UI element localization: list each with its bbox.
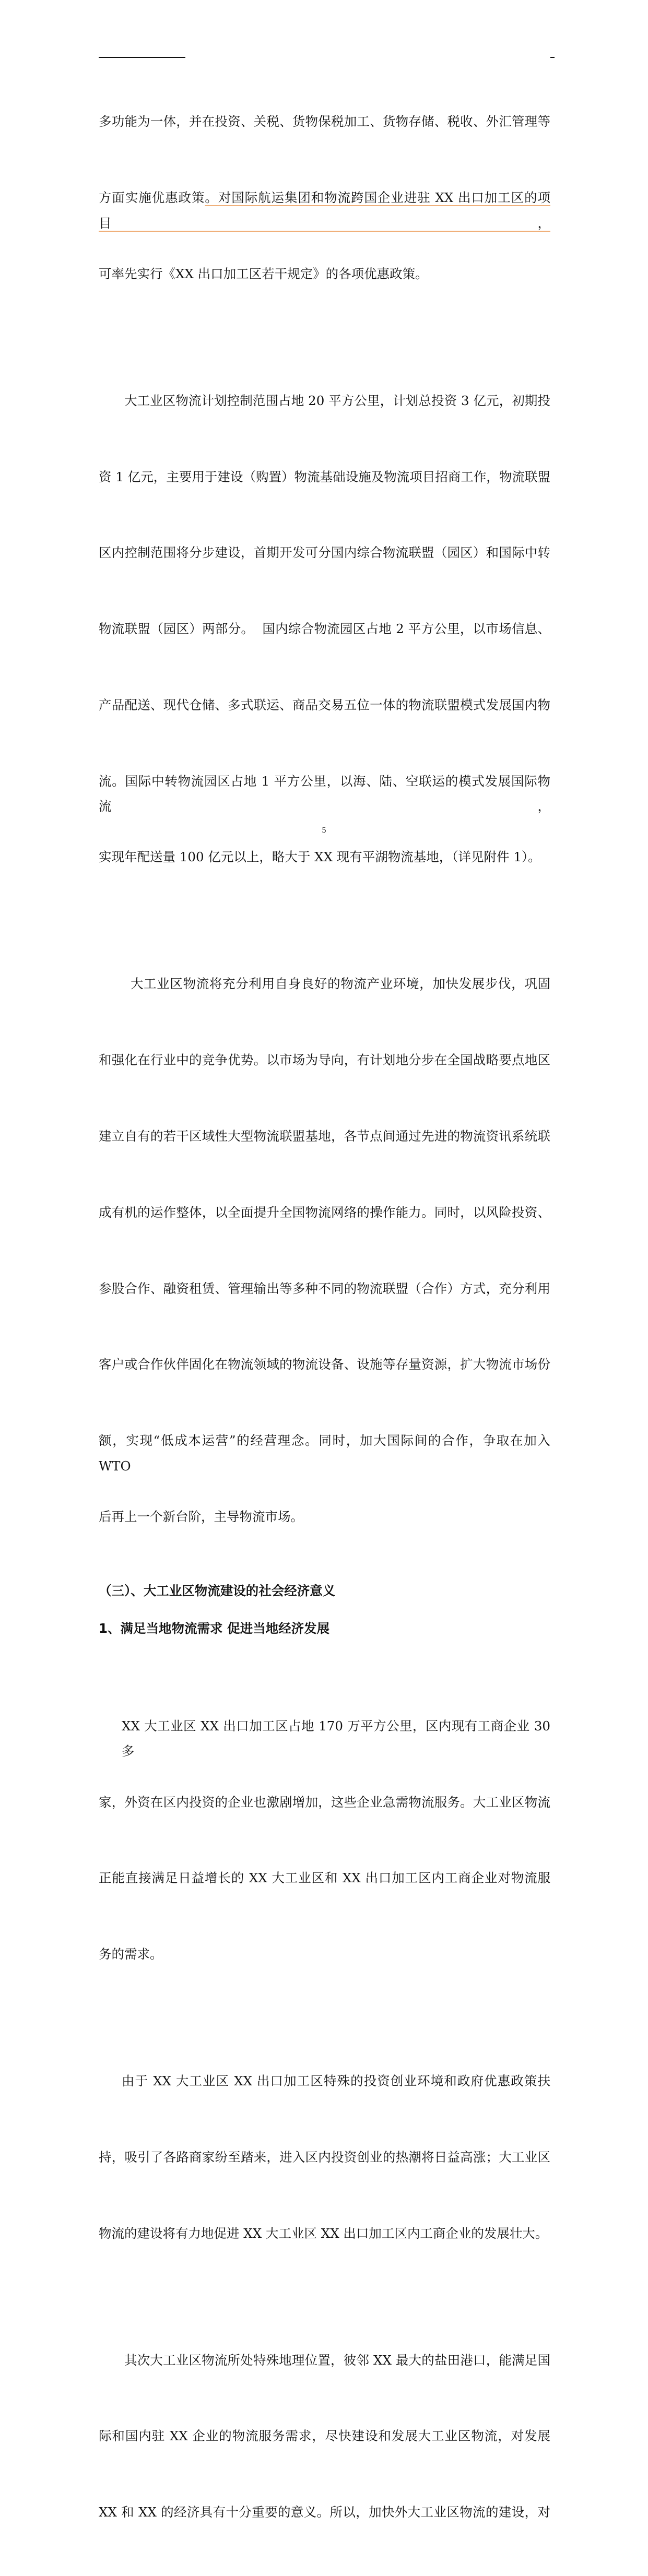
text-line: 实现年配送量 100 亿元以上，略大于 XX 现有平湖物流基地，（详见附件 1）。 [99,849,541,865]
text-line: 多功能为一体，并在投资、关税、货物保税加工、货物存储、税收、外汇管理等 [99,114,550,129]
text-line: 建立自有的若干区域性大型物流联盟基地，各节点间通过先进的物流资讯系统联 [99,1128,550,1144]
text-line-highlighted [99,185,550,231]
text-line: 大工业区物流将充分利用自身良好的物流产业环境，加快发展步伐，巩固 [131,976,550,992]
text-line: 流。国际中转物流园区占地 1 平方公里，以海、陆、空联运的模式发展国际物流， [99,773,550,814]
paragraph-continuation [99,58,550,338]
text-line: 参股合作、融资租赁、管理输出等多种不同的物流联盟（合作）方式，充分利用 [99,1280,550,1296]
text-line: 额，实现“低成本运营”的经营理念。同时，加大国际间的合作，争取在加入 WTO [99,1433,555,1474]
subsection-heading: 1、满足当地物流需求 促进当地经济发展 [99,1620,330,1636]
paragraph [99,1663,555,2018]
text-line: 其次大工业区物流所处特殊地理位置，彼邻 XX 最大的盐田港口，能满足国 [124,2352,550,2368]
paragraph [99,921,555,1580]
text-line: XX 和 XX 的经济具有十分重要的意义。所以，加快外大工业区物流的建设，对 [99,2504,550,2520]
text-line: 正能直接满足日益增长的 XX 大工业区和 XX 出口加工区内工商企业对物流服 [99,1870,550,1886]
text-line: 和强化在行业中的竞争优势。以市场为导向，有计划地分步在全国战略要点地区 [99,1052,550,1068]
paragraph [99,2297,550,2576]
section-heading: （三）、大工业区物流建设的社会经济意义 [99,1583,336,1598]
text-line: 由于 XX 大工业区 XX 出口加工区特殊的投资创业环境和政府优惠政策扶 [122,2073,550,2089]
text-line: 物流联盟（园区）两部分。 国内综合物流园区占地 2 平方公里，以市场信息、 [99,621,550,637]
text-line: 可率先实行《XX 出口加工区若干规定》的各项优惠政策。 [99,266,428,281]
text-line: 务的需求。 [99,1946,163,1962]
text-line: 际和国内驻 XX 企业的物流服务需求，尽快建设和发展大工业区物流，对发展 [99,2428,550,2444]
header-tick [550,57,555,58]
text-line: 资 1 亿元，主要用于建设（购置）物流基础设施及物流项目招商工作，物流联盟 [99,469,550,484]
paragraph [99,2018,550,2297]
text-line: 产品配送、现代仓储、多式联运、商品交易五位一体的物流联盟模式发展国内物 [99,697,550,713]
text-line: 持，吸引了各路商家纷至踏来，进入区内投资创业的热潮将日益高涨；大工业区 [99,2149,550,2165]
text-line: 家，外资在区内投资的企业也激剧增加，这些企业急需物流服务。大工业区物流 [99,1794,550,1810]
page-number: 5 [322,826,326,835]
text-line-part: 方面实施优惠政策。对国际航运集团和物流跨国企业进驻 XX 出口加工区的项目， [99,189,550,231]
text-line: XX 大工业区 XX 出口加工区占地 170 万平方公里，区内现有工商企业 30 多 [122,1718,555,1759]
document-body [99,58,555,2576]
header-rule [99,57,185,58]
text-line: 成有机的运作整体，以全面提升全国物流网络的操作能力。同时，以风险投资、 [99,1204,550,1220]
text-line: 大工业区物流计划控制范围占地 20 平方公里，计划总投资 3 亿元，初期投 [124,393,550,408]
text-line: 区内控制范围将分步建设，首期开发可分国内综合物流联盟（园区）和国际中转 [99,545,550,561]
text-line: 客户或合作伙伴固化在物流领域的物流设备、设施等存量资源，扩大物流市场份 [99,1357,550,1372]
text-line: 后再上一个新台阶，主导物流市场。 [99,1509,303,1524]
text-line: 物流的建设将有力地促进 XX 大工业区 XX 出口加工区内工商企业的发展壮大。 [99,2225,548,2241]
